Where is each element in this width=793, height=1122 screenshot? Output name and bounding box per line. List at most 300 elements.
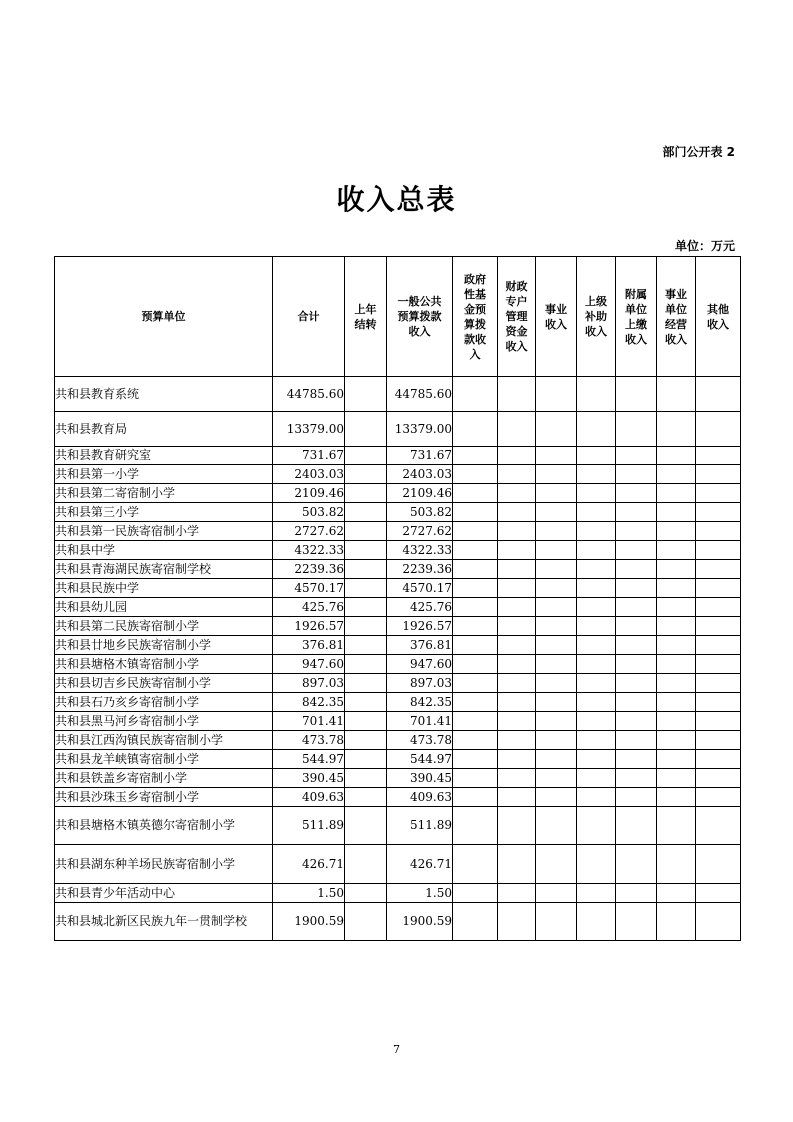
business-income-cell <box>536 693 577 712</box>
operating-income-cell <box>657 845 696 884</box>
total-cell: 376.81 <box>273 636 345 655</box>
unit-name-cell: 共和县第一民族寄宿制小学 <box>55 522 273 541</box>
affiliated-income-cell <box>616 560 657 579</box>
affiliated-income-cell <box>616 884 657 903</box>
gov-fund-cell <box>453 598 498 617</box>
subsidy-income-cell <box>577 884 616 903</box>
table-row <box>55 807 741 845</box>
business-income-cell <box>536 484 577 503</box>
unit-name-cell: 共和县第二寄宿制小学 <box>55 484 273 503</box>
header-operating-income: 事业单位经营收入 <box>657 257 696 377</box>
affiliated-income-cell <box>616 598 657 617</box>
operating-income-cell <box>657 655 696 674</box>
gov-fund-cell <box>453 693 498 712</box>
unit-name-cell: 共和县第二民族寄宿制小学 <box>55 617 273 636</box>
operating-income-cell <box>657 598 696 617</box>
subsidy-income-cell <box>577 447 616 465</box>
special-account-cell <box>498 674 536 693</box>
gov-fund-cell <box>453 579 498 598</box>
table-row <box>55 598 741 617</box>
unit-name-cell: 共和县第三小学 <box>55 503 273 522</box>
operating-income-cell <box>657 412 696 447</box>
total-cell: 842.35 <box>273 693 345 712</box>
operating-income-cell <box>657 750 696 769</box>
table-row <box>55 845 741 884</box>
other-income-cell <box>696 465 741 484</box>
general-budget-cell: 897.03 <box>387 674 453 693</box>
other-income-cell <box>696 674 741 693</box>
business-income-cell <box>536 560 577 579</box>
carryover-cell <box>345 693 387 712</box>
gov-fund-cell <box>453 884 498 903</box>
header-total: 合计 <box>273 257 345 377</box>
affiliated-income-cell <box>616 750 657 769</box>
carryover-cell <box>345 769 387 788</box>
subsidy-income-cell <box>577 412 616 447</box>
affiliated-income-cell <box>616 731 657 750</box>
total-cell: 503.82 <box>273 503 345 522</box>
carryover-cell <box>345 377 387 412</box>
total-cell: 2109.46 <box>273 484 345 503</box>
operating-income-cell <box>657 465 696 484</box>
table-row <box>55 769 741 788</box>
general-budget-cell: 2403.03 <box>387 465 453 484</box>
subsidy-income-cell <box>577 503 616 522</box>
total-cell: 1.50 <box>273 884 345 903</box>
general-budget-cell: 4322.33 <box>387 541 453 560</box>
unit-name-cell: 共和县第一小学 <box>55 465 273 484</box>
special-account-cell <box>498 845 536 884</box>
table-row <box>55 674 741 693</box>
unit-name-cell: 共和县龙羊峡镇寄宿制小学 <box>55 750 273 769</box>
unit-name-cell: 共和县湖东种羊场民族寄宿制小学 <box>55 845 273 884</box>
gov-fund-cell <box>453 845 498 884</box>
unit-name-cell: 共和县青少年活动中心 <box>55 884 273 903</box>
other-income-cell <box>696 412 741 447</box>
business-income-cell <box>536 769 577 788</box>
general-budget-cell: 1926.57 <box>387 617 453 636</box>
gov-fund-cell <box>453 807 498 845</box>
total-cell: 426.71 <box>273 845 345 884</box>
affiliated-income-cell <box>616 769 657 788</box>
special-account-cell <box>498 412 536 447</box>
operating-income-cell <box>657 560 696 579</box>
operating-income-cell <box>657 731 696 750</box>
header-subsidy-income: 上级补助收入 <box>577 257 616 377</box>
general-budget-cell: 2239.36 <box>387 560 453 579</box>
unit-name-cell: 共和县民族中学 <box>55 579 273 598</box>
subsidy-income-cell <box>577 598 616 617</box>
special-account-cell <box>498 617 536 636</box>
table-row <box>55 579 741 598</box>
subsidy-income-cell <box>577 807 616 845</box>
header-general-budget: 一般公共预算拨款收入 <box>387 257 453 377</box>
other-income-cell <box>696 903 741 941</box>
business-income-cell <box>536 807 577 845</box>
carryover-cell <box>345 712 387 731</box>
unit-name-cell: 共和县黑马河乡寄宿制小学 <box>55 712 273 731</box>
other-income-cell <box>696 541 741 560</box>
table-row <box>55 465 741 484</box>
carryover-cell <box>345 655 387 674</box>
other-income-cell <box>696 447 741 465</box>
other-income-cell <box>696 807 741 845</box>
gov-fund-cell <box>453 750 498 769</box>
page-title: 收入总表 <box>336 183 457 216</box>
business-income-cell <box>536 377 577 412</box>
unit-name-cell: 共和县塘格木镇寄宿制小学 <box>55 655 273 674</box>
general-budget-cell: 842.35 <box>387 693 453 712</box>
general-budget-cell: 376.81 <box>387 636 453 655</box>
header-affiliated-income: 附属单位上缴收入 <box>616 257 657 377</box>
business-income-cell <box>536 884 577 903</box>
operating-income-cell <box>657 884 696 903</box>
special-account-cell <box>498 447 536 465</box>
total-cell: 409.63 <box>273 788 345 807</box>
gov-fund-cell <box>453 541 498 560</box>
special-account-cell <box>498 655 536 674</box>
other-income-cell <box>696 484 741 503</box>
other-income-cell <box>696 769 741 788</box>
other-income-cell <box>696 884 741 903</box>
total-cell: 2727.62 <box>273 522 345 541</box>
gov-fund-cell <box>453 674 498 693</box>
general-budget-cell: 511.89 <box>387 807 453 845</box>
special-account-cell <box>498 377 536 412</box>
unit-name-cell: 共和县教育系统 <box>55 377 273 412</box>
subsidy-income-cell <box>577 636 616 655</box>
carryover-cell <box>345 617 387 636</box>
special-account-cell <box>498 750 536 769</box>
unit-name-cell: 共和县沙珠玉乡寄宿制小学 <box>55 788 273 807</box>
other-income-cell <box>696 712 741 731</box>
special-account-cell <box>498 465 536 484</box>
unit-name-cell: 共和县幼儿园 <box>55 598 273 617</box>
affiliated-income-cell <box>616 693 657 712</box>
business-income-cell <box>536 731 577 750</box>
gov-fund-cell <box>453 636 498 655</box>
header-other-income: 其他收入 <box>696 257 741 377</box>
operating-income-cell <box>657 636 696 655</box>
affiliated-income-cell <box>616 447 657 465</box>
table-row <box>55 731 741 750</box>
header-unit-name: 预算单位 <box>55 257 273 377</box>
header-business-income: 事业收入 <box>536 257 577 377</box>
operating-income-cell <box>657 903 696 941</box>
table-row <box>55 636 741 655</box>
operating-income-cell <box>657 788 696 807</box>
table-row <box>55 560 741 579</box>
other-income-cell <box>696 560 741 579</box>
other-income-cell <box>696 598 741 617</box>
carryover-cell <box>345 636 387 655</box>
table-row <box>55 447 741 465</box>
other-income-cell <box>696 731 741 750</box>
affiliated-income-cell <box>616 712 657 731</box>
general-budget-cell: 544.97 <box>387 750 453 769</box>
total-cell: 4322.33 <box>273 541 345 560</box>
form-number: 部门公开表 2 <box>662 145 735 159</box>
total-cell: 731.67 <box>273 447 345 465</box>
total-cell: 44785.60 <box>273 377 345 412</box>
affiliated-income-cell <box>616 465 657 484</box>
operating-income-cell <box>657 447 696 465</box>
general-budget-cell: 503.82 <box>387 503 453 522</box>
special-account-cell <box>498 884 536 903</box>
subsidy-income-cell <box>577 560 616 579</box>
other-income-cell <box>696 788 741 807</box>
special-account-cell <box>498 522 536 541</box>
header-carryover: 上年结转 <box>345 257 387 377</box>
operating-income-cell <box>657 377 696 412</box>
special-account-cell <box>498 693 536 712</box>
carryover-cell <box>345 522 387 541</box>
table-row <box>55 884 741 903</box>
total-cell: 425.76 <box>273 598 345 617</box>
business-income-cell <box>536 712 577 731</box>
business-income-cell <box>536 903 577 941</box>
carryover-cell <box>345 541 387 560</box>
gov-fund-cell <box>453 788 498 807</box>
business-income-cell <box>536 617 577 636</box>
general-budget-cell: 1900.59 <box>387 903 453 941</box>
special-account-cell <box>498 560 536 579</box>
subsidy-income-cell <box>577 769 616 788</box>
general-budget-cell: 2727.62 <box>387 522 453 541</box>
unit-name-cell: 共和县石乃亥乡寄宿制小学 <box>55 693 273 712</box>
operating-income-cell <box>657 503 696 522</box>
general-budget-cell: 44785.60 <box>387 377 453 412</box>
unit-label: 单位：万元 <box>674 239 735 253</box>
subsidy-income-cell <box>577 579 616 598</box>
special-account-cell <box>498 731 536 750</box>
gov-fund-cell <box>453 484 498 503</box>
business-income-cell <box>536 750 577 769</box>
subsidy-income-cell <box>577 541 616 560</box>
special-account-cell <box>498 484 536 503</box>
general-budget-cell: 731.67 <box>387 447 453 465</box>
other-income-cell <box>696 655 741 674</box>
unit-name-cell: 共和县铁盖乡寄宿制小学 <box>55 769 273 788</box>
special-account-cell <box>498 598 536 617</box>
gov-fund-cell <box>453 617 498 636</box>
other-income-cell <box>696 377 741 412</box>
general-budget-cell: 409.63 <box>387 788 453 807</box>
business-income-cell <box>536 636 577 655</box>
subsidy-income-cell <box>577 750 616 769</box>
general-budget-cell: 13379.00 <box>387 412 453 447</box>
header-row <box>55 257 741 377</box>
unit-name-cell: 共和县切吉乡民族寄宿制小学 <box>55 674 273 693</box>
other-income-cell <box>696 503 741 522</box>
total-cell: 947.60 <box>273 655 345 674</box>
business-income-cell <box>536 447 577 465</box>
operating-income-cell <box>657 769 696 788</box>
table-row <box>55 503 741 522</box>
affiliated-income-cell <box>616 522 657 541</box>
carryover-cell <box>345 465 387 484</box>
unit-name-cell: 共和县江西沟镇民族寄宿制小学 <box>55 731 273 750</box>
subsidy-income-cell <box>577 903 616 941</box>
gov-fund-cell <box>453 447 498 465</box>
carryover-cell <box>345 788 387 807</box>
business-income-cell <box>536 541 577 560</box>
carryover-cell <box>345 560 387 579</box>
subsidy-income-cell <box>577 617 616 636</box>
general-budget-cell: 426.71 <box>387 845 453 884</box>
unit-name-cell: 共和县塘格木镇英德尔寄宿制小学 <box>55 807 273 845</box>
general-budget-cell: 425.76 <box>387 598 453 617</box>
total-cell: 2239.36 <box>273 560 345 579</box>
table-row <box>55 377 741 412</box>
carryover-cell <box>345 845 387 884</box>
general-budget-cell: 4570.17 <box>387 579 453 598</box>
subsidy-income-cell <box>577 712 616 731</box>
business-income-cell <box>536 412 577 447</box>
subsidy-income-cell <box>577 674 616 693</box>
general-budget-cell: 1.50 <box>387 884 453 903</box>
special-account-cell <box>498 807 536 845</box>
table-row <box>55 712 741 731</box>
carryover-cell <box>345 447 387 465</box>
gov-fund-cell <box>453 655 498 674</box>
business-income-cell <box>536 579 577 598</box>
carryover-cell <box>345 579 387 598</box>
carryover-cell <box>345 598 387 617</box>
total-cell: 701.41 <box>273 712 345 731</box>
operating-income-cell <box>657 617 696 636</box>
carryover-cell <box>345 750 387 769</box>
carryover-cell <box>345 884 387 903</box>
subsidy-income-cell <box>577 788 616 807</box>
business-income-cell <box>536 465 577 484</box>
total-cell: 544.97 <box>273 750 345 769</box>
subsidy-income-cell <box>577 693 616 712</box>
gov-fund-cell <box>453 769 498 788</box>
general-budget-cell: 473.78 <box>387 731 453 750</box>
total-cell: 4570.17 <box>273 579 345 598</box>
business-income-cell <box>536 674 577 693</box>
general-budget-cell: 2109.46 <box>387 484 453 503</box>
table-row <box>55 655 741 674</box>
unit-name-cell: 共和县教育局 <box>55 412 273 447</box>
total-cell: 511.89 <box>273 807 345 845</box>
total-cell: 1900.59 <box>273 903 345 941</box>
gov-fund-cell <box>453 377 498 412</box>
operating-income-cell <box>657 807 696 845</box>
operating-income-cell <box>657 522 696 541</box>
subsidy-income-cell <box>577 731 616 750</box>
business-income-cell <box>536 503 577 522</box>
table-row <box>55 903 741 941</box>
special-account-cell <box>498 636 536 655</box>
special-account-cell <box>498 712 536 731</box>
operating-income-cell <box>657 541 696 560</box>
operating-income-cell <box>657 712 696 731</box>
unit-name-cell: 共和县城北新区民族九年一贯制学校 <box>55 903 273 941</box>
table-row <box>55 693 741 712</box>
other-income-cell <box>696 579 741 598</box>
table-row <box>55 750 741 769</box>
other-income-cell <box>696 636 741 655</box>
subsidy-income-cell <box>577 484 616 503</box>
carryover-cell <box>345 731 387 750</box>
unit-name-cell: 共和县教育研究室 <box>55 447 273 465</box>
carryover-cell <box>345 503 387 522</box>
operating-income-cell <box>657 484 696 503</box>
gov-fund-cell <box>453 503 498 522</box>
other-income-cell <box>696 845 741 884</box>
gov-fund-cell <box>453 731 498 750</box>
operating-income-cell <box>657 579 696 598</box>
total-cell: 897.03 <box>273 674 345 693</box>
total-cell: 1926.57 <box>273 617 345 636</box>
affiliated-income-cell <box>616 807 657 845</box>
subsidy-income-cell <box>577 522 616 541</box>
gov-fund-cell <box>453 560 498 579</box>
carryover-cell <box>345 674 387 693</box>
total-cell: 473.78 <box>273 731 345 750</box>
affiliated-income-cell <box>616 903 657 941</box>
affiliated-income-cell <box>616 655 657 674</box>
affiliated-income-cell <box>616 541 657 560</box>
special-account-cell <box>498 541 536 560</box>
carryover-cell <box>345 903 387 941</box>
general-budget-cell: 390.45 <box>387 769 453 788</box>
subsidy-income-cell <box>577 655 616 674</box>
affiliated-income-cell <box>616 377 657 412</box>
unit-name-cell: 共和县廿地乡民族寄宿制小学 <box>55 636 273 655</box>
special-account-cell <box>498 903 536 941</box>
table-row <box>55 788 741 807</box>
affiliated-income-cell <box>616 674 657 693</box>
business-income-cell <box>536 522 577 541</box>
unit-name-cell: 共和县中学 <box>55 541 273 560</box>
other-income-cell <box>696 693 741 712</box>
other-income-cell <box>696 750 741 769</box>
header-special-account: 财政专户管理资金收入 <box>498 257 536 377</box>
special-account-cell <box>498 769 536 788</box>
special-account-cell <box>498 579 536 598</box>
affiliated-income-cell <box>616 636 657 655</box>
gov-fund-cell <box>453 465 498 484</box>
affiliated-income-cell <box>616 579 657 598</box>
other-income-cell <box>696 522 741 541</box>
general-budget-cell: 701.41 <box>387 712 453 731</box>
business-income-cell <box>536 655 577 674</box>
affiliated-income-cell <box>616 412 657 447</box>
table-row <box>55 617 741 636</box>
page-number: 7 <box>393 1043 400 1056</box>
business-income-cell <box>536 845 577 884</box>
gov-fund-cell <box>453 522 498 541</box>
special-account-cell <box>498 788 536 807</box>
table-row <box>55 541 741 560</box>
table-row <box>55 522 741 541</box>
total-cell: 2403.03 <box>273 465 345 484</box>
subsidy-income-cell <box>577 465 616 484</box>
table-row <box>55 412 741 447</box>
carryover-cell <box>345 807 387 845</box>
total-cell: 390.45 <box>273 769 345 788</box>
table-row <box>55 484 741 503</box>
operating-income-cell <box>657 693 696 712</box>
business-income-cell <box>536 598 577 617</box>
affiliated-income-cell <box>616 845 657 884</box>
gov-fund-cell <box>453 712 498 731</box>
total-cell: 13379.00 <box>273 412 345 447</box>
subsidy-income-cell <box>577 845 616 884</box>
